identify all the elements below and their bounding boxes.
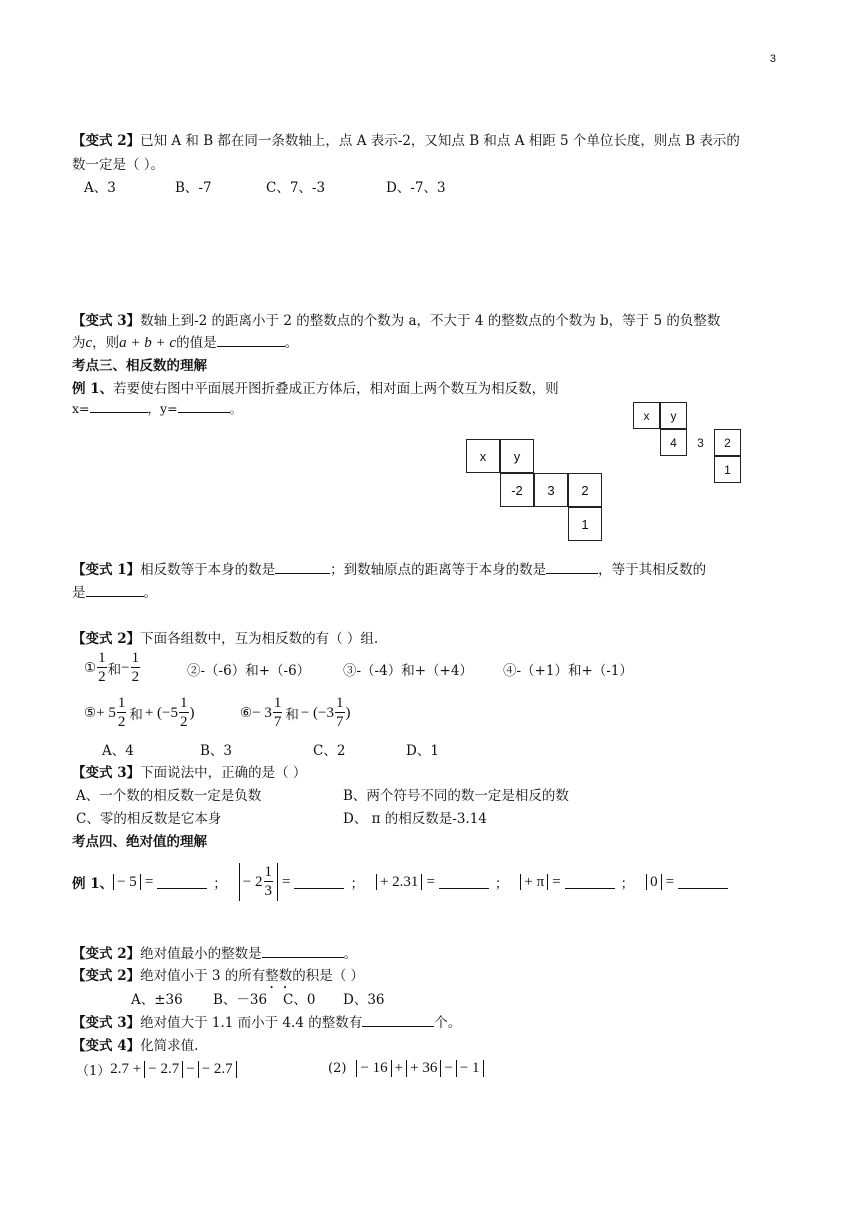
numerator: 1 [117,695,126,711]
minus-sign: − [121,659,130,676]
equals: = [282,873,291,890]
variant-label: 【变式 2】 [72,631,141,647]
variant-label: 【变式 2】 [72,968,141,984]
separator: ； [350,876,364,892]
question-text: 已知 A 和 B 都在同一条数轴上，点 A 表示-2，又知点 B 和点 A 相距 5 个单位长度，则点 B 表示的 [140,133,740,149]
text-part: 相反数等于本身的数是 [140,562,276,578]
option-a: A、一个数的相反数一定是负数 [76,788,262,804]
question-text: 绝对值大于 1.1 而小于 4.4 的整数有 [140,1015,363,1031]
fraction [97,651,107,685]
option-b: B、-7 [175,180,212,196]
variant-2-min-abs [72,942,357,962]
text-part: 为 [72,335,86,351]
denominator: 2 [180,714,188,730]
abs-expression: − 2.7 [144,1061,183,1078]
variant-3-numberline [72,309,720,329]
question-text: 下面说法中，正确的是（ ） [140,765,307,781]
abs-expression: + 36 [406,1060,441,1077]
math: 2.7 + [110,1061,142,1077]
separator: ； [494,876,509,892]
example-1-absolute [72,858,728,906]
math: − [444,1060,453,1076]
variant-1-cont [72,581,157,601]
expression: a + b + c [119,335,177,351]
option-b: B、－36 [213,992,268,1008]
y-label: ，y= [147,401,178,416]
section-title-4: 考点四、绝对值的理解 [72,834,207,850]
math: − (−3 [300,704,334,721]
numerator: 1 [98,650,106,666]
option-b: B、3 [200,743,233,759]
math: + [394,1060,404,1076]
option-c: C、0 [283,992,316,1008]
question-label: (2) [328,1061,347,1076]
net-cell-x: x [633,402,660,429]
page-number: 3 [769,53,776,65]
example-label: 例 1、 [72,381,114,397]
variant-3-count [72,1011,461,1031]
variant-3-statements [72,761,306,781]
abs-expression [239,863,278,901]
item-5 [84,693,195,733]
answer-blank[interactable] [86,584,144,597]
item-marker: ① [84,660,97,676]
variant-label: 【变式 3】 [72,765,141,781]
answer-blank[interactable] [217,334,285,347]
question-text: 绝对值小于 3 的所有 [140,968,266,984]
denominator: 2 [98,669,106,685]
text-part: 的值是 [176,335,217,351]
math: − 2 [242,873,263,890]
fraction [117,696,127,730]
section-title-3: 考点三、相反数的理解 [72,358,207,374]
example-1-opposite [72,377,559,397]
variant-label: 【变式 4】 [72,1038,141,1054]
fraction [264,865,274,899]
abs-expression: + π [520,874,548,891]
answer-blank[interactable] [275,561,330,574]
question-label: （1） [76,1064,111,1079]
separator: ； [620,876,635,892]
text-part: 。 [143,585,157,601]
x-label: x= [72,401,90,416]
question-1 [76,1060,237,1079]
text-part: 。 [284,335,299,351]
emphasized-text: 整数 [265,968,293,984]
answer-blank[interactable] [262,945,344,958]
net-cell: 3 [534,473,568,507]
fraction [131,651,141,685]
question-text-cont [72,331,298,352]
answer-blank[interactable] [678,876,728,889]
fraction [335,696,345,730]
equals: = [426,873,435,890]
net-cell-y: y [660,402,687,429]
equals: = [552,873,561,890]
numerator: 1 [264,864,272,880]
numerator: 1 [131,650,140,666]
math: ) [345,704,351,721]
numerator: 1 [336,695,344,711]
answer-blank[interactable] [439,876,489,889]
net-cell-y: y [500,439,534,473]
denominator: 3 [264,883,272,899]
abs-expression: − 2.7 [198,1061,237,1078]
text-part: 是 [72,585,86,601]
text-part: 和 [285,707,299,723]
option-d: D、1 [406,743,439,759]
abs-expression: + 2.31 [376,874,422,891]
question-text: 化简求值. [140,1038,199,1054]
item-6 [240,693,351,733]
question-text: 绝对值最小的整数是 [140,946,262,962]
text-part: 和 [107,662,122,678]
item-1 [84,648,141,688]
option-c: C、7、-3 [266,180,326,196]
answer-blank[interactable] [157,876,207,889]
question-text: 下面各组数中，互为相反数的有（ ）组. [140,631,379,647]
math: − 3 [252,704,272,721]
option-c: C、2 [313,743,346,759]
question-text: 的积是（ ） [292,968,365,984]
fraction [273,696,283,730]
equals: = [665,873,675,890]
question-2 [328,1060,484,1077]
example-label: 例 1、 [72,876,114,892]
abs-expression: − 5 [113,874,141,891]
numerator: 1 [273,695,282,711]
variant-1-opposite [72,558,706,578]
variant-label: 【变式 2】 [72,946,141,962]
item-2: ②-（-6）和+（-6） [187,663,311,679]
option-a: A、4 [102,743,134,759]
net-cell: 2 [714,429,741,456]
text-part: 个。 [434,1015,462,1031]
text-part: 。 [343,946,358,962]
answer-blank[interactable] [565,876,615,889]
question-text: 数轴上到-2 的距离小于 2 的整数点的个数为 a，不大于 4 的整数点的个数为 b，等于 5 的负整数 [140,313,721,329]
net-cell-x: x [466,439,500,473]
net-cell: 3 [697,435,704,450]
variant-label: 【变式 3】 [72,313,141,329]
item-4: ④-（+1）和+（-1） [503,663,633,679]
denominator: 2 [117,714,126,730]
item-marker: ⑤ [84,705,97,721]
answer-blank[interactable] [546,561,598,574]
fraction [179,696,189,730]
abs-expression: − 16 [356,1060,391,1077]
equals: = [144,873,154,890]
denominator: 7 [273,714,282,730]
denominator: 7 [336,714,344,730]
math: ) [189,704,195,721]
math: + (−5 [144,704,178,721]
variant-label: 【变式 2】 [72,133,141,149]
variant-label: 【变式 1】 [72,562,141,578]
xy-answer-line [72,399,242,417]
option-a: A、±36 [131,992,183,1008]
answer-blank[interactable] [294,876,344,889]
option-c: C、零的相反数是它本身 [76,811,222,827]
net-cell: 2 [568,473,602,507]
item-3: ③-（-4）和+（+4） [343,663,473,679]
math: + 5 [96,704,116,721]
net-cell: 1 [568,507,602,541]
abs-expression: − 1 [456,1060,484,1077]
net-cell: -2 [500,473,534,507]
abs-expression: 0 [646,874,662,891]
y-blank[interactable] [178,400,230,413]
variant-2-opposite [72,627,378,647]
text-part: ，等于其相反数的 [598,562,707,578]
net-cell: 4 [660,429,687,456]
text-part: 。 [229,401,243,416]
denominator: 2 [131,669,140,685]
variant-4-simplify [72,1034,198,1054]
option-b: B、两个符号不同的数一定是相反的数 [343,788,569,804]
numerator: 1 [180,695,188,711]
option-a: A、3 [84,180,116,196]
text-part: 和 [129,707,143,723]
question-text-cont: 数一定是（ ）。 [72,157,165,173]
question-text: 若要使右图中平面展开图折叠成正方体后，相对面上两个数互为相反数，则 [113,381,559,397]
net-cell: 1 [714,456,741,483]
math: − [186,1061,195,1077]
option-d: D、 π 的相反数是-3.14 [343,811,487,827]
answer-blank[interactable] [362,1014,434,1027]
separator: ； [213,876,227,892]
text-part: ；到数轴原点的距离等于本身的数是 [330,562,547,578]
x-blank[interactable] [90,400,148,413]
variant-2-numberline [72,129,740,149]
option-d: D、36 [343,992,385,1008]
variant-label: 【变式 3】 [72,1015,141,1031]
option-d: D、-7、3 [386,180,446,196]
text-part: ，则 [92,335,120,351]
item-marker: ⑥ [240,705,253,721]
var-c: c [85,335,93,351]
